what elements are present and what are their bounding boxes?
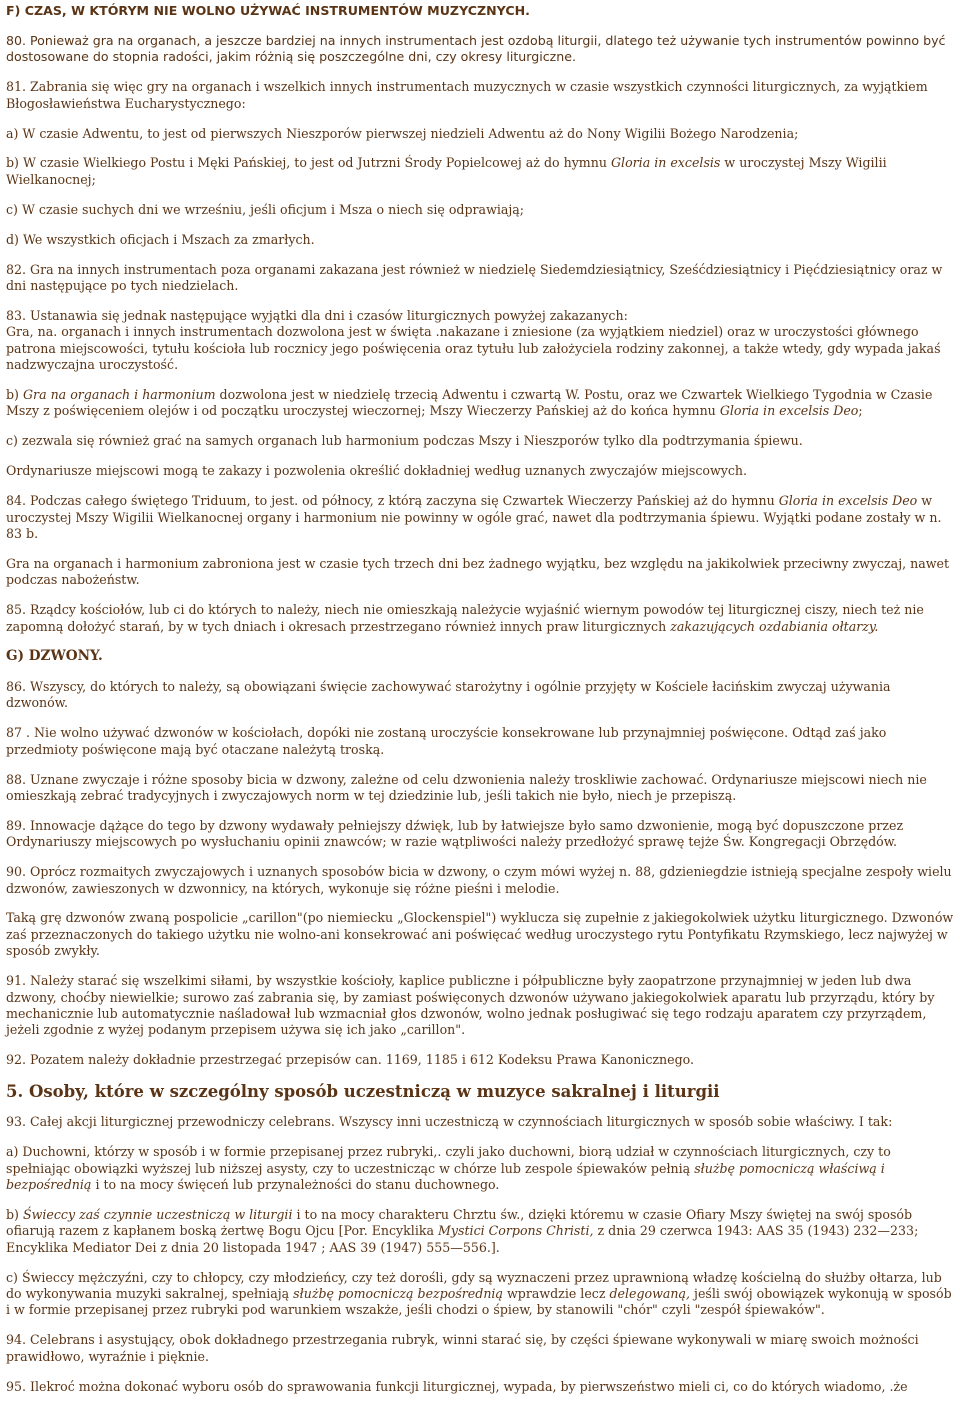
paragraph-81-b: b) W czasie Wielkiego Postu i Męki Pańskiej, to jest od Jutrzni Środy Popielcowej aż do hymnu Gloria in excelsis w uroczystej Mszy Wigilii Wielkanocnej; [6,155,887,187]
paragraph-83-a: Gra, na. organach i innych instrumentach dozwolona jest w święta .nakazane i zniesione (za wyjątkiem niedziel) oraz w uroczystości głównego patrona miejscowości, tytułu kościoła lub rocznicy jego poświęcenia oraz tytułu lub założyciela rodziny zakonnej, a także wtedy, gdy wypada jakaś nadzwyczajna uroczystość. [6,324,941,373]
section-heading-5: 5. Osoby, które w szczególny sposób uczestniczą w muzyce sakralnej i liturgii [6,1082,720,1102]
paragraph-85: 85. Rządcy kościołów, lub ci do których to należy, niech nie omieszkają należycie wyjaśnić wiernym powodów tej liturgicznej ciszy, niech też nie zapomną dołożyć starań, by w tych dniach i okresach przestrzegano również innych praw liturgicznych zakazujących ozdabiania ołtarzy. [6,602,924,634]
paragraph-94: 94. Celebrans i asystujący, obok dokładnego przestrzegania rubryk, winni starać się, by części śpiewane wykonywali w miarę swoich możności prawidłowo, wyraźnie i pięknie. [6,1332,919,1364]
paragraph-91: 91. Należy starać się wszelkimi siłami, by wszystkie kościoły, kaplice publiczne i półpubliczne były zaopatrzone przynajmniej w jeden lub dwa dzwony, choćby niewielkie; surowo zaś zabrania się, by zamiast poświęconych dzwonów używano jakiegokolwiek aparatu lub przyrządu, który by mechanicznie lub automatycznie naśladował lub wzmacniał głos dzwonów, wolno jednak posługiwać się tego rodzaju aparatem czy przyrządem, jeżeli zgodnie z wyżej podanym przepisem używa się ich jako „carillon". [6,973,935,1038]
paragraph-83-intro: 83. Ustanawia się jednak następujące wyjątki dla dni i czasów liturgicznych powyżej zakazanych: [6,307,628,323]
paragraph-81-c: c) W czasie suchych dni we wrześniu, jeśli oficjum i Msza o niech się odprawiają; [6,201,525,217]
paragraph-83-d: Ordynariusze miejscowi mogą te zakazy i pozwolenia określić dokładniej według uznanych zwyczajów miejscowych. [6,463,748,479]
paragraph-93-b: b) Świeccy zaś czynnie uczestniczą w liturgii i to na mocy charakteru Chrztu św., dzięki któremu w czasie Ofiary Mszy świętej na swój sposób ofiarują razem z kapłanem boską żertwę Bogu Ojcu [Por. Encyklika Mystici Corpons Christi, z dnia 29 czerwca 1943: AAS 35 (1943) 232—233; Encyklika Mediator Dei z dnia 20 listopada 1947 ; AAS 39 (1947) 555—556.]. [6,1206,919,1255]
paragraph-82: 82. Gra na innych instrumentach poza organami zakazana jest również w niedzielę Siedemdziesiątnicy, Sześćdziesiątnicy i Pięćdziesiątnicy oraz w dni następujące po tych niedzielach. [6,261,943,293]
paragraph-87: 87 . Nie wolno używać dzwonów w kościołach, dopóki nie zostaną uroczyście konsekrowane lub przynajmniej poświęcone. Odtąd zaś jako przedmioty poświęcone mają być otaczane należytą troską. [6,725,887,757]
paragraph-90-b: Taką grę dzwonów zwaną pospolicie „carillon"(po niemiecku „Glockenspiel") wyklucza się zupełnie z jakiegokolwiek użytku liturgicznego. Dzwonów zaś przeznaczonych do takiego użytku nie wolno-ani konsekrować ani poświęcać według uroczystego rytu Pontyfikatu Rzymskiego, lecz najwyżej w sposób zwykły. [6,910,954,959]
paragraph-88: 88. Uznane zwyczaje i różne sposoby bicia w dzwony, zależne od celu dzwonienia należy troskliwie zachować. Ordynariusze miejscowi niech nie omieszkają zebrać tradycyjnych i zwyczajowych norm w tej dziedzinie lub, jeśli takich nie było, niech je przepiszą. [6,771,927,803]
paragraph-93-c: c) Świeccy mężczyźni, czy to chłopcy, czy młodzieńcy, czy też dorośli, gdy są wyznaczeni przez uprawnioną władzę kościelną do służby ołtarza, lub do wykonywania muzyki sakralnej, spełniają służbę pomocniczą bezpośrednią wprawdzie lecz delegowaną, jeśli swój obowiązek wykonują w sposób i w formie przepisanej przez rubryki pod warunkiem wszakże, jeśli chodzi o śpiew, by stanowili "chór" czyli "zespół śpiewaków". [6,1269,952,1318]
paragraph-81-d: d) We wszystkich oficjach i Mszach za zmarłych. [6,231,315,247]
liturgical-term: Gloria in excelsis [610,155,721,171]
paragraph-81: 81. Zabrania się więc gry na organach i wszelkich innych instrumentach muzycznych w czasie wszystkich czynności liturgicznych, za wyjątkiem Błogosławieństwa Eucharystycznego: [6,79,928,111]
paragraph-83-b: b) Gra na organach i harmonium dozwolona jest w niedzielę trzecią Adwentu i czwartą W. Postu, oraz we Czwartek Wielkiego Tygodnia w Czasie Mszy z poświęceniem olejów i od początku uroczystej wieczornej; Mszy Wieczerzy Pańskiej aż do końca hymnu Gloria in excelsis Deo; [6,387,933,419]
paragraph-89: 89. Innowacje dążące do tego by dzwony wydawały pełniejszy dźwięk, lub by łatwiejsze było samo dzwonienie, mogą być dopuszczone przez Ordynariuszy miejscowych po wysłuchaniu opinii znawców; w razie wątpliwości należy przedłożyć sprawę tejże Św. Kongregacji Obrzędów. [6,817,904,850]
section-heading-f: F) CZAS, W KTÓRYM NIE WOLNO UŻYWAĆ INSTRUMENTÓW MUZYCZNYCH. [6,3,530,18]
paragraph-84: 84. Podczas całego świętego Triduum, to jest. od północy, z którą zaczyna się Czwartek Wieczerzy Pańskiej aż do hymnu Gloria in excelsis Deo w uroczystej Mszy Wigilii Wielkanocnej organy i harmonium nie powinny w ogóle grać, nawet dla podtrzymania śpiewu. Wyjątki podane zostały w n. 83 b. [6,493,942,541]
paragraph-83-c: c) zezwala się również grać na samych organach lub harmonium podczas Mszy i Nieszporów tylko dla podtrzymania śpiewu. [6,433,803,449]
paragraph-92: 92. Pozatem należy dokładnie przestrzegać przepisów can. 1169, 1185 i 612 Kodeksu Prawa Kanonicznego. [6,1052,695,1068]
section-heading-g: G) DZWONY. [6,648,103,665]
paragraph-93: 93. Całej akcji liturgicznej przewodniczy celebrans. Wszyscy inni uczestniczą w czynnościach liturgicznych w sposób sobie właściwy. I tak: [6,1114,893,1130]
paragraph-83 [6,308,954,374]
paragraph-86: 86. Wszyscy, do których to należy, są obowiązani święcie zachowywać starożytny i ogólnie przyjęty w Kościele łacińskim zwyczaj używania dzwonów. [6,678,891,711]
paragraph-80: 80. Ponieważ gra na organach, a jeszcze bardziej na innych instrumentach jest ozdobą liturgii, dlatego też używanie tych instrumentów powinno być dostosowane do stopnia radości, jakim różnią się poszczególne dni, czy okresy liturgiczne. [6,32,946,65]
paragraph-93-a: a) Duchowni, którzy w sposób i w formie przepisanej przez rubryki,. czyli jako duchowni, biorą udział w czynnościach liturgicznych, czy to spełniając obowiązki wyższej lub niższej asysty, czy to uczestnicząc w chórze lub zespole śpiewaków pełnią służbę pomocniczą właściwą i bezpośrednią i to na mocy święceń lub przynależności do stanu duchownego. [6,1144,891,1192]
paragraph-81-a: a) W czasie Adwentu, to jest od pierwszych Nieszporów pierwszej niedzieli Adwentu aż do Nony Wigilii Bożego Narodzenia; [6,125,799,141]
paragraph-84-b: Gra na organach i harmonium zabroniona jest w czasie tych trzech dni bez żadnego wyjątku, bez względu na jakikolwiek przeciwny zwyczaj, nawet podczas nabożeństw. [6,555,950,588]
paragraph-95: 95. Ilekroć można dokonać wyboru osób do sprawowania funkcji liturgicznej, wypada, by pierwszeństwo mieli ci, co do których wiadomo, .że [6,1378,908,1394]
paragraph-90: 90. Oprócz rozmaitych zwyczajowych i uznanych sposobów bicia w dzwony, o czym mówi wyżej n. 88, gdzieniegdzie istnieją specjalne zespoły wielu dzwonów, zawieszonych w dzwonnicy, na których, wykonuje się różne pieśni i melodie. [6,864,952,896]
